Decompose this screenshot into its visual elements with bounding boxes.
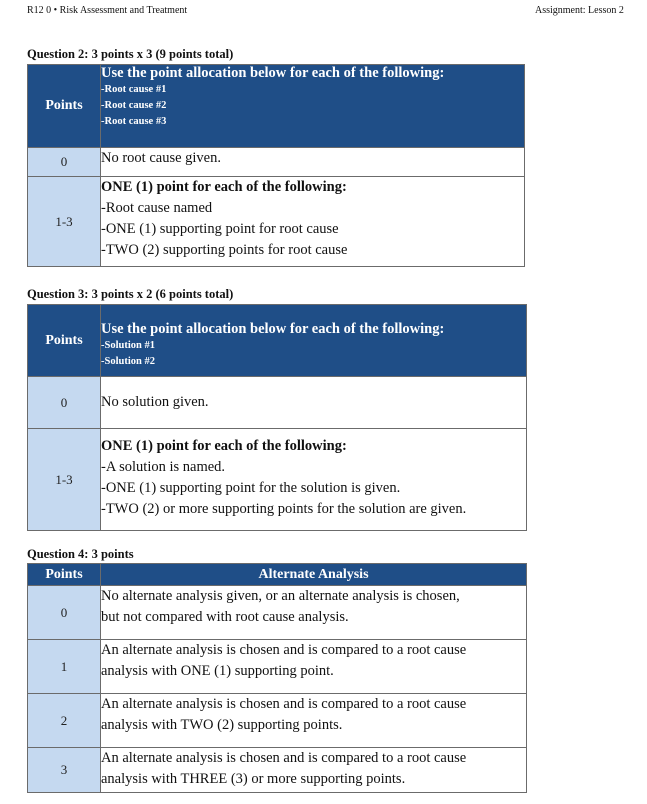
criteria-line: analysis with ONE (1) supporting point. xyxy=(101,663,334,679)
document-header-course: R12 0 • Risk Assessment and Treatment xyxy=(27,5,188,16)
table-row xyxy=(28,148,525,177)
criteria-cell xyxy=(101,586,527,640)
criteria-line: but not compared with root cause analysis. xyxy=(101,609,349,625)
points-cell: 1-3 xyxy=(28,429,101,531)
criteria-cell xyxy=(101,177,525,267)
table-header-row xyxy=(28,65,525,148)
points-column-header: Points xyxy=(28,65,101,148)
question-3-title: Question 3: 3 points x 2 (6 points total) xyxy=(27,287,234,301)
points-cell: 0 xyxy=(28,377,101,429)
criteria-cell xyxy=(101,748,527,793)
criteria-line: An alternate analysis is chosen and is compared to a root cause xyxy=(101,642,467,658)
points-cell: 1 xyxy=(28,640,101,694)
criteria-line: analysis with TWO (2) supporting points. xyxy=(101,717,343,733)
question-3-rubric-table xyxy=(27,304,527,531)
criteria-line: No root cause given. xyxy=(101,150,221,166)
instruction-text: Use the point allocation below for each of the following: xyxy=(101,65,445,81)
list-item: -Root cause #1 xyxy=(101,84,167,95)
criteria-line: -ONE (1) supporting point for root cause xyxy=(101,221,339,237)
table-row xyxy=(28,377,527,429)
question-4-rubric-table xyxy=(27,563,527,793)
criteria-line: -ONE (1) supporting point for the solution is given. xyxy=(101,480,401,496)
criteria-line: analysis with THREE (3) or more supporting points. xyxy=(101,771,406,787)
criteria-line: -A solution is named. xyxy=(101,459,226,475)
criteria-cell xyxy=(101,377,527,429)
criteria-cell xyxy=(101,429,527,531)
question-4-title: Question 4: 3 points xyxy=(27,547,134,561)
table-row xyxy=(28,177,525,267)
table-row xyxy=(28,429,527,531)
points-column-header: Points xyxy=(28,305,101,377)
table-header-row xyxy=(28,564,527,586)
list-item: -Solution #1 xyxy=(101,340,155,351)
instruction-header xyxy=(101,305,527,377)
criteria-cell xyxy=(101,148,525,177)
table-row xyxy=(28,586,527,640)
criteria-line: -TWO (2) or more supporting points for the solution are given. xyxy=(101,501,467,517)
table-row xyxy=(28,748,527,793)
instruction-header xyxy=(101,65,525,148)
instruction-text: Use the point allocation below for each of the following: xyxy=(101,321,445,337)
question-2-title: Question 2: 3 points x 3 (9 points total) xyxy=(27,47,234,61)
table-row xyxy=(28,640,527,694)
points-cell: 3 xyxy=(28,748,101,793)
points-cell: 2 xyxy=(28,694,101,748)
points-cell: 0 xyxy=(28,148,101,177)
points-cell: 0 xyxy=(28,586,101,640)
criteria-line: No alternate analysis given, or an alternate analysis is chosen, xyxy=(101,588,460,604)
question-2-rubric-table xyxy=(27,64,525,267)
list-item: -Solution #2 xyxy=(101,356,155,367)
points-cell: 1-3 xyxy=(28,177,101,267)
list-item: -Root cause #3 xyxy=(101,116,167,127)
list-item: -Root cause #2 xyxy=(101,100,167,111)
criteria-heading: ONE (1) point for each of the following: xyxy=(101,438,347,454)
document-header-assignment: Assignment: Lesson 2 xyxy=(535,5,624,16)
alternate-analysis-column-header: Alternate Analysis xyxy=(101,564,527,586)
table-row xyxy=(28,694,527,748)
criteria-heading: ONE (1) point for each of the following: xyxy=(101,179,347,195)
criteria-line: An alternate analysis is chosen and is compared to a root cause xyxy=(101,696,467,712)
criteria-cell xyxy=(101,694,527,748)
criteria-line: -TWO (2) supporting points for root cause xyxy=(101,242,348,258)
criteria-line: An alternate analysis is chosen and is compared to a root cause xyxy=(101,750,467,766)
points-column-header: Points xyxy=(28,564,101,586)
criteria-cell xyxy=(101,640,527,694)
table-header-row xyxy=(28,305,527,377)
criteria-line: No solution given. xyxy=(101,394,209,410)
criteria-line: -Root cause named xyxy=(101,200,213,216)
